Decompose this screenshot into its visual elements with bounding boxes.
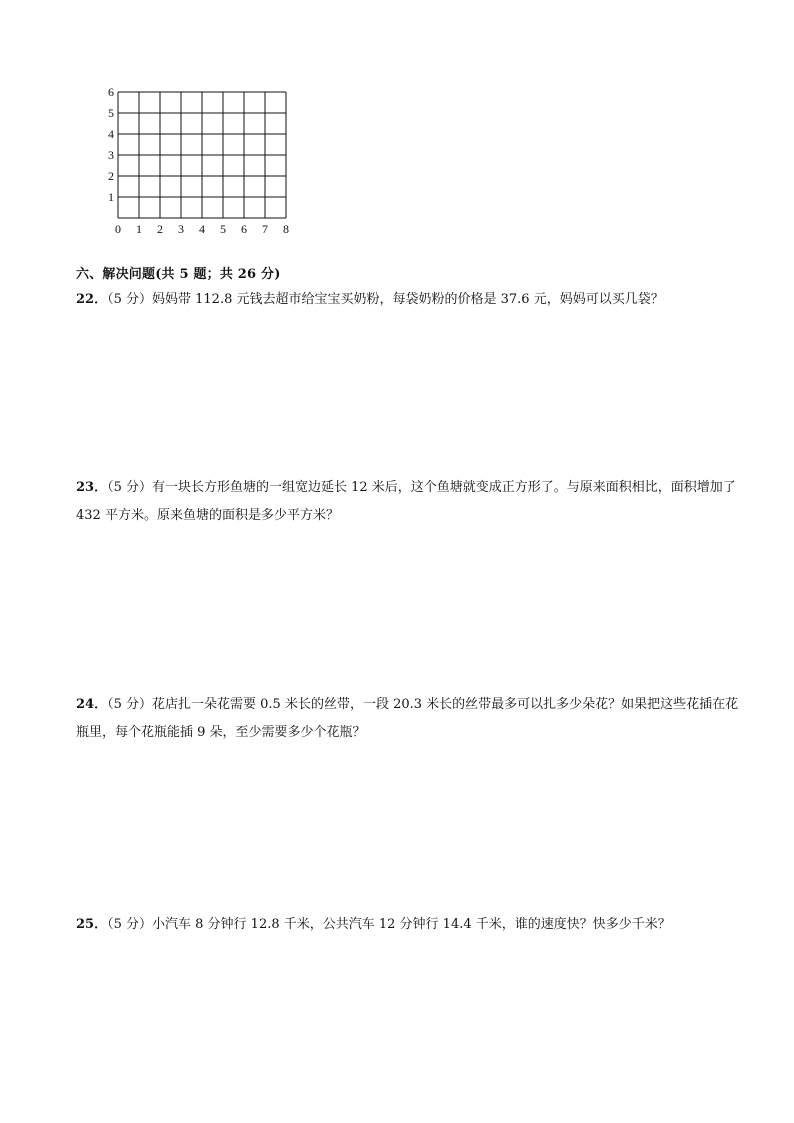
question-22 — [76, 286, 748, 314]
y-tick-label: 5 — [108, 106, 114, 120]
x-tick-label: 6 — [241, 222, 247, 236]
x-tick-label: 2 — [157, 222, 163, 236]
grid-lines — [118, 92, 286, 218]
x-tick-label: 4 — [199, 222, 205, 236]
x-tick-label: 7 — [262, 222, 268, 236]
x-axis-labels — [115, 222, 289, 236]
question-24 — [76, 691, 748, 747]
question-25 — [76, 911, 748, 939]
y-tick-label: 1 — [108, 190, 114, 204]
y-tick-label: 4 — [108, 127, 114, 141]
question-number: 24． — [76, 697, 108, 712]
x-tick-label: 3 — [178, 222, 184, 236]
question-text: 妈妈带 112.8 元钱去超市给宝宝买奶粉，每袋奶粉的价格是 37.6 元，妈妈可以买几袋？ — [152, 292, 664, 307]
question-23 — [76, 474, 748, 530]
question-number: 22． — [76, 292, 108, 307]
y-tick-label: 3 — [108, 148, 114, 162]
question-text: 花店扎一朵花需要 0.5 米长的丝带，一段 20.3 米长的丝带最多可以扎多少朵花？如果把这些花插在花瓶里，每个花瓶能插 9 朵，至少需要多少个花瓶？ — [76, 697, 739, 740]
question-number: 23． — [76, 480, 108, 495]
question-text: 小汽车 8 分钟行 12.8 千米，公共汽车 12 分钟行 14.4 千米，谁的速度快？快多少千米？ — [152, 917, 671, 932]
section-title: 六、解决问题(共 5 题；共 26 分) — [76, 267, 281, 282]
y-tick-label: 6 — [108, 85, 114, 99]
question-number: 25． — [76, 917, 108, 932]
x-tick-label: 5 — [220, 222, 226, 236]
question-score: （5 分） — [107, 917, 152, 932]
x-tick-label: 8 — [283, 222, 289, 236]
y-tick-label: 2 — [108, 169, 114, 183]
question-score: （5 分） — [107, 292, 152, 307]
coordinate-grid — [100, 84, 300, 240]
question-score: （5 分） — [107, 697, 152, 712]
y-axis-labels — [108, 85, 114, 204]
question-score: （5 分） — [107, 480, 152, 495]
x-tick-label: 0 — [115, 222, 121, 236]
question-text: 有一块长方形鱼塘的一组宽边延长 12 米后，这个鱼塘就变成正方形了。与原来面积相比，面积增加了 432 平方米。原来鱼塘的面积是多少平方米？ — [76, 480, 736, 523]
x-tick-label: 1 — [136, 222, 142, 236]
